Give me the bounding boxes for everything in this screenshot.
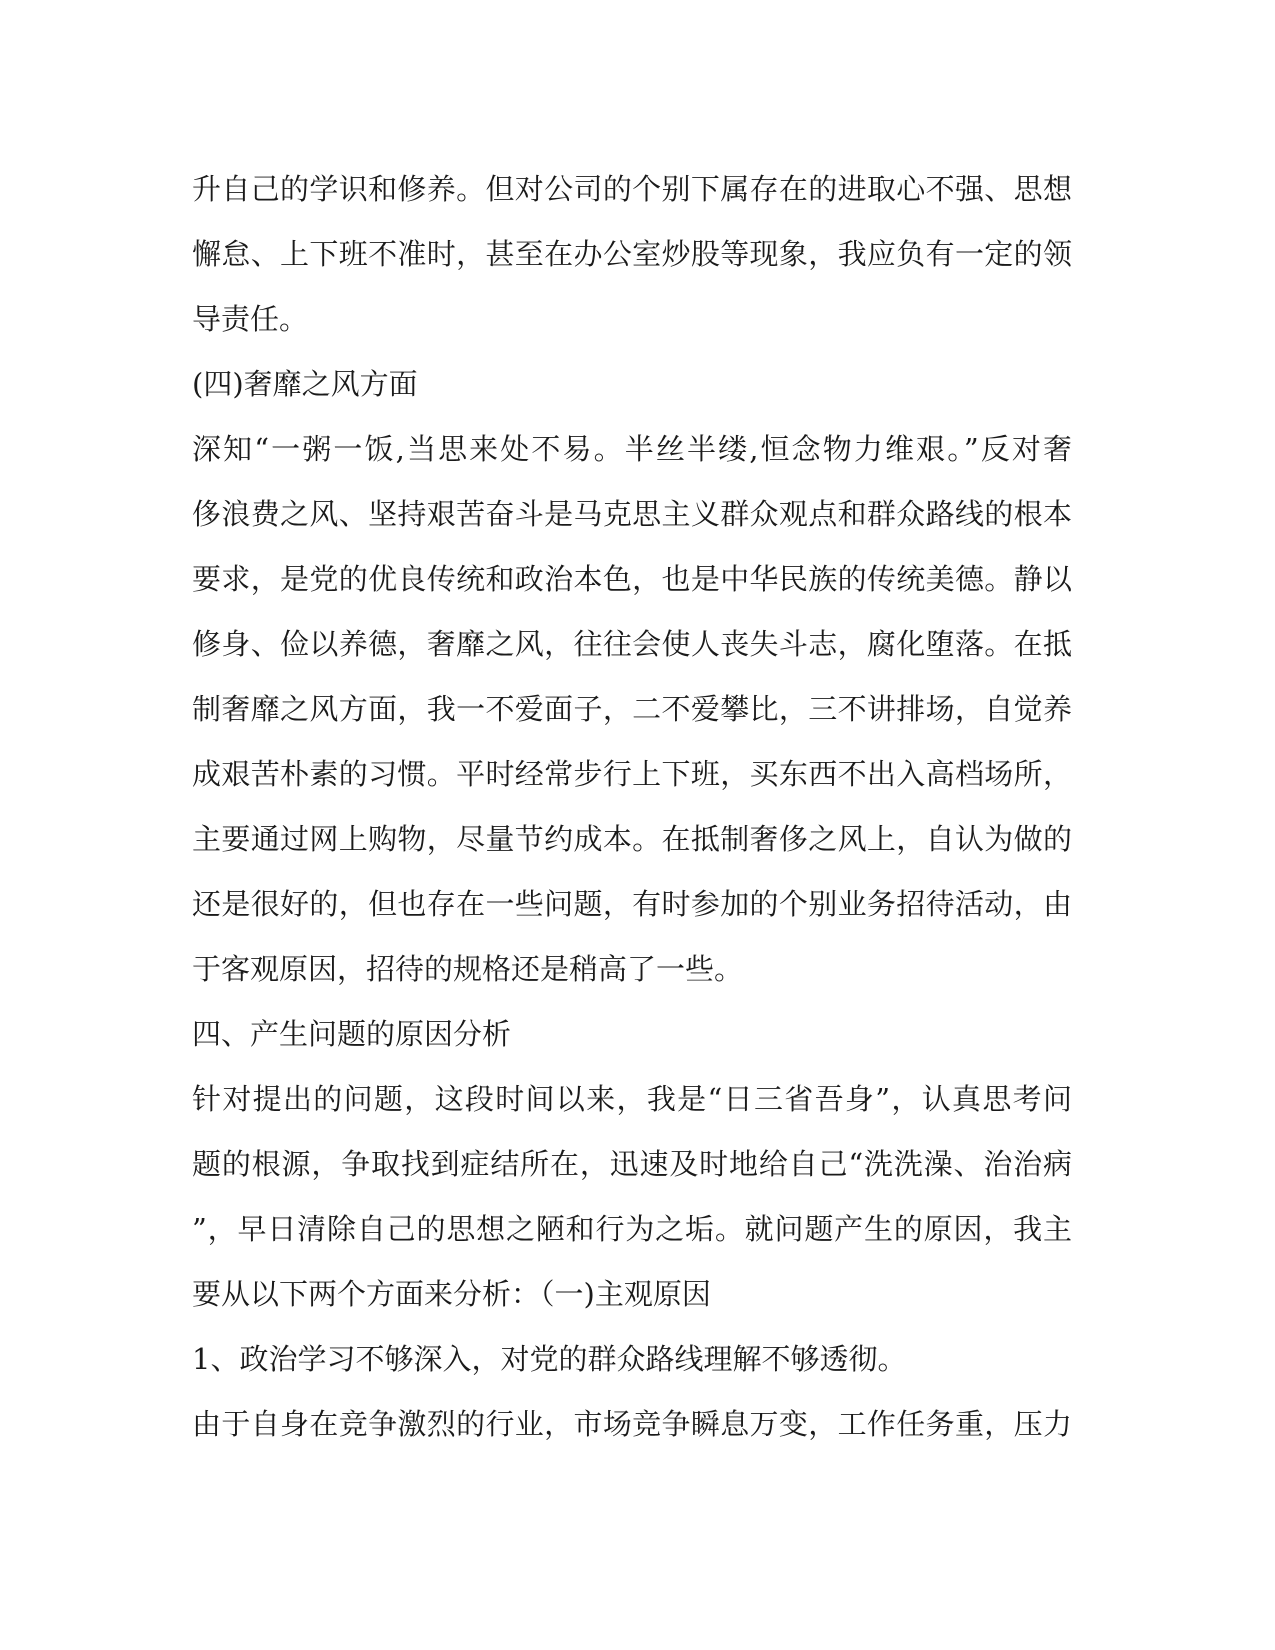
text-line: 侈浪费之风、坚持艰苦奋斗是马克思主义群众观点和群众路线的根本 (192, 497, 1072, 531)
text-line: ”，早日清除自己的思想之陋和行为之垢。就问题产生的原因，我主 (192, 1212, 1072, 1246)
text-line: 要从以下两个方面来分析：（一)主观原因 (192, 1277, 711, 1311)
text-line: 修身、俭以养德，奢靡之风，往往会使人丧失斗志，腐化堕落。在抵 (192, 627, 1072, 661)
text-line: 要求，是党的优良传统和政治本色，也是中华民族的传统美德。静以 (192, 562, 1072, 596)
text-line: 针对提出的问题，这段时间以来，我是“日三省吾身”，认真思考问 (192, 1082, 1072, 1116)
text-line: 主要通过网上购物，尽量节约成本。在抵制奢侈之风上，自认为做的 (192, 822, 1072, 856)
text-line: 成艰苦朴素的习惯。平时经常步行上下班，买东西不出入高档场所， (192, 757, 1072, 791)
text-line: 懈怠、上下班不准时，甚至在办公室炒股等现象，我应负有一定的领 (192, 237, 1072, 271)
text-line: 由于自身在竞争激烈的行业，市场竞争瞬息万变，工作任务重，压力 (192, 1407, 1072, 1441)
text-line: 还是很好的，但也存在一些问题，有时参加的个别业务招待活动，由 (192, 887, 1072, 921)
document-body (192, 157, 1072, 1457)
text-line: 于客观原因，招待的规格还是稍高了一些。 (192, 952, 744, 986)
text-line: 1、政治学习不够深入，对党的群众路线理解不够透彻。 (192, 1342, 907, 1376)
text-line: 深知“一粥一饭,当思来处不易。半丝半缕,恒念物力维艰。”反对奢 (192, 432, 1072, 466)
text-line: 导责任。 (192, 302, 309, 336)
section-heading: (四)奢靡之风方面 (192, 367, 418, 401)
text-line: 题的根源，争取找到症结所在，迅速及时地给自己“洗洗澡、治治病 (192, 1147, 1072, 1181)
text-line: 升自己的学识和修养。但对公司的个别下属存在的进取心不强、思想 (192, 172, 1072, 206)
text-line: 制奢靡之风方面，我一不爱面子，二不爱攀比，三不讲排场，自觉养 (192, 692, 1072, 726)
section-heading: 四、产生问题的原因分析 (192, 1017, 512, 1051)
